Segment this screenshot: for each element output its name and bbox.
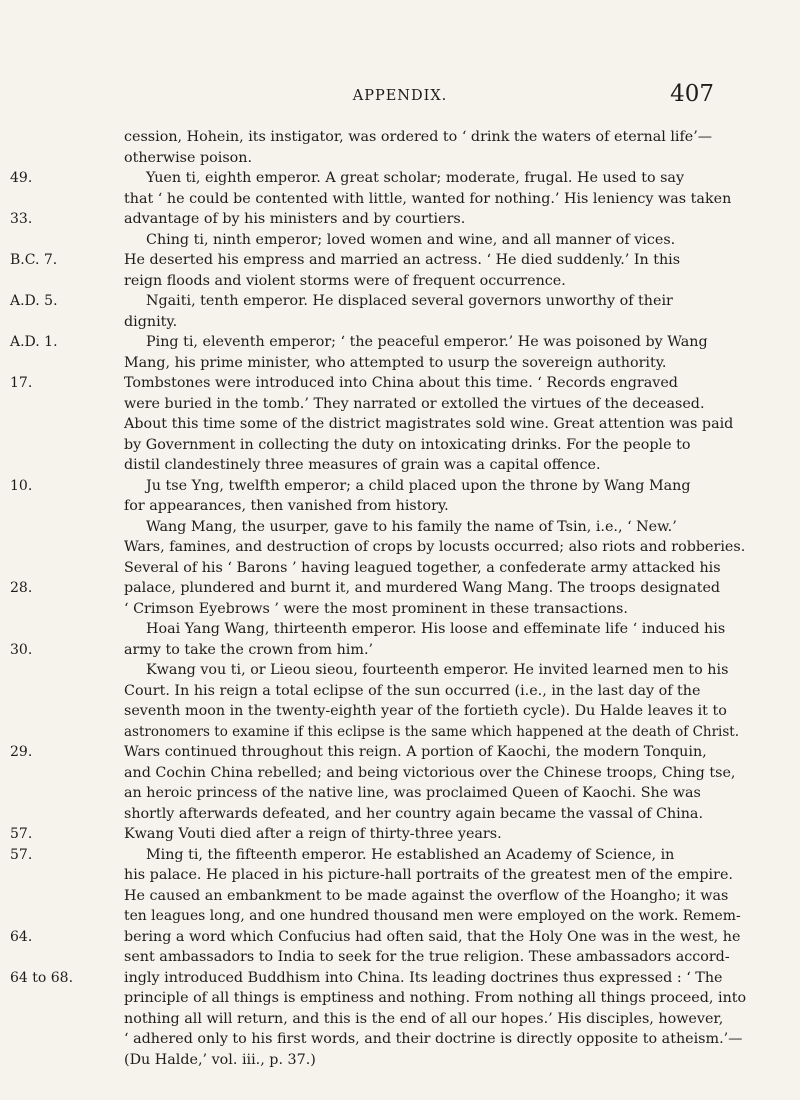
line-text: Kwang Vouti died after a reign of thirty-three years. xyxy=(124,826,502,842)
text-line xyxy=(0,558,800,579)
line-text: sent ambassadors to India to seek for the true religion. These ambassadors accord- xyxy=(124,949,730,965)
text-line xyxy=(0,435,800,456)
line-text: Ngaiti, tenth emperor. He displaced several governors unworthy of their xyxy=(146,293,673,309)
line-text: Hoai Yang Wang, thirteenth emperor. His loose and effeminate life ‘ induced his xyxy=(146,621,726,637)
line-text: Ju tse Yng, twelfth emperor; a child placed upon the throne by Wang Mang xyxy=(146,477,691,494)
line-text: Several of his ‘ Barons ’ having leagued together, a confederate army attacked his xyxy=(124,559,721,576)
text-line xyxy=(0,394,800,415)
line-text: Ching ti, ninth emperor; loved women and wine, and all manner of vices. xyxy=(146,231,676,248)
text-line xyxy=(0,476,800,497)
text-line xyxy=(0,701,800,722)
text-line xyxy=(0,373,800,394)
line-text: He caused an embankment to be made against the overflow of the Hoangho; it was xyxy=(124,887,729,904)
line-text: ‘ adhered only to his first words, and their doctrine is directly opposite to atheism.’— xyxy=(124,1031,743,1047)
line-text: seventh moon in the twenty-eighth year of the fortieth cycle). Du Halde leaves it to xyxy=(124,703,727,719)
line-text: astronomers to examine if this eclipse is the same which happened at the death of Christ. xyxy=(124,723,740,740)
line-text: advantage of by his ministers and by courtiers. xyxy=(124,211,466,227)
line-text: cession, Hohein, its instigator, was ordered to ‘ drink the waters of eternal life’— xyxy=(124,129,713,145)
text-line xyxy=(0,599,800,620)
text-line xyxy=(0,1009,800,1030)
text-line xyxy=(0,312,800,333)
text-line xyxy=(0,619,800,640)
text-line xyxy=(0,209,800,230)
line-text: About this time some of the district magistrates sold wine. Great attention was paid xyxy=(124,416,734,432)
line-text: shortly afterwards defeated, and her country again became the vassal of China. xyxy=(124,805,703,822)
text-line xyxy=(0,968,800,989)
line-text: were buried in the tomb.’ They narrated or extolled the virtues of the deceased. xyxy=(124,395,705,412)
margin-date: A.D. 5. xyxy=(10,293,58,309)
text-line xyxy=(0,414,800,435)
text-line xyxy=(0,1029,800,1050)
text-line xyxy=(0,250,800,271)
text-line xyxy=(0,496,800,517)
text-line xyxy=(0,742,800,763)
text-line xyxy=(0,886,800,907)
line-text: and Cochin China rebelled; and being victorious over the Chinese troops, Ching tse, xyxy=(124,764,736,781)
text-line xyxy=(0,353,800,374)
text-line xyxy=(0,988,800,1009)
margin-date: B.C. 7. xyxy=(10,252,58,268)
text-line xyxy=(0,291,800,312)
text-line xyxy=(0,722,800,743)
text-line xyxy=(0,537,800,558)
text-line xyxy=(0,927,800,948)
line-text: Ming ti, the fifteenth emperor. He established an Academy of Science, in xyxy=(146,846,675,863)
line-text: He deserted his empress and married an actress. ‘ He died suddenly.’ In this xyxy=(124,252,681,268)
line-text: Wars continued throughout this reign. A portion of Kaochi, the modern Tonquin, xyxy=(124,744,707,760)
line-text: ten leagues long, and one hundred thousand men were employed on the work. Remem- xyxy=(124,908,741,924)
text-line xyxy=(0,230,800,251)
running-head xyxy=(0,81,800,110)
margin-date: 10. xyxy=(10,477,33,494)
text-line xyxy=(0,148,800,169)
text-line xyxy=(0,189,800,210)
text-line xyxy=(0,168,800,189)
line-text: Ping ti, eleventh emperor; ‘ the peaceful emperor.’ He was poisoned by Wang xyxy=(146,334,708,350)
line-text: palace, plundered and burnt it, and murdered Wang Mang. The troops designated xyxy=(124,580,721,596)
line-text: army to take the crown from him.’ xyxy=(124,641,374,658)
line-text: an heroic princess of the native line, was proclaimed Queen of Kaochi. She was xyxy=(124,785,701,801)
text-line xyxy=(0,845,800,866)
line-text: Kwang vou ti, or Lieou sieou, fourteenth emperor. He invited learned men to his xyxy=(146,662,729,678)
text-line xyxy=(0,947,800,968)
line-text: distil clandestinely three measures of grain was a capital offence. xyxy=(124,457,601,473)
text-line xyxy=(0,640,800,661)
text-line xyxy=(0,517,800,538)
line-text: (Du Halde,’ vol. iii., p. 37.) xyxy=(124,1051,316,1068)
line-text: for appearances, then vanished from history. xyxy=(124,498,449,514)
text-line xyxy=(0,1050,800,1071)
line-text: bering a word which Confucius had often said, that the Holy One was in the west, he xyxy=(124,928,741,945)
line-text: Wars, famines, and destruction of crops by locusts occurred; also riots and robberies. xyxy=(124,539,746,555)
text-line xyxy=(0,783,800,804)
line-text: ingly introduced Buddhism into China. Its leading doctrines thus expressed : ‘ The xyxy=(124,969,723,986)
line-text: principle of all things is emptiness and nothing. From nothing all things proceed, into xyxy=(124,990,747,1006)
text-line xyxy=(0,824,800,845)
text-line xyxy=(0,906,800,927)
margin-date: 57. xyxy=(10,826,33,842)
text-line xyxy=(0,578,800,599)
margin-date: 33. xyxy=(10,211,33,227)
margin-date: 64. xyxy=(10,928,33,945)
margin-date: 28. xyxy=(10,580,33,596)
margin-date: 57. xyxy=(10,846,33,863)
line-text: Court. In his reign a total eclipse of the sun occurred (i.e., in the last day of the xyxy=(124,682,701,699)
line-text: by Government in collecting the duty on intoxicating drinks. For the people to xyxy=(124,436,691,453)
text-line xyxy=(0,660,800,681)
margin-date: 49. xyxy=(10,170,33,186)
page-number: 407 xyxy=(670,81,714,107)
margin-date: 30. xyxy=(10,641,33,658)
text-line xyxy=(0,865,800,886)
margin-date: 29. xyxy=(10,744,33,760)
line-text: Mang, his prime minister, who attempted to usurp the sovereign authority. xyxy=(124,354,667,371)
line-text: Wang Mang, the usurper, gave to his family the name of Tsin, i.e., ‘ New.’ xyxy=(146,518,677,535)
line-text: that ‘ he could be contented with little, wanted for nothing.’ His leniency was taken xyxy=(124,190,732,207)
text-line xyxy=(0,763,800,784)
text-line xyxy=(0,804,800,825)
page-title: APPENDIX. xyxy=(352,88,448,104)
margin-date: A.D. 1. xyxy=(10,334,58,350)
line-text: dignity. xyxy=(124,313,178,330)
page-body xyxy=(0,127,800,1070)
text-line xyxy=(0,127,800,148)
line-text: otherwise poison. xyxy=(124,149,253,166)
line-text: his palace. He placed in his picture-hall portraits of the greatest men of the empire. xyxy=(124,867,733,883)
text-line xyxy=(0,332,800,353)
text-line xyxy=(0,681,800,702)
line-text: nothing all will return, and this is the end of all our hopes.’ His disciples, however, xyxy=(124,1010,724,1027)
line-text: Yuen ti, eighth emperor. A great scholar; moderate, frugal. He used to say xyxy=(146,170,685,186)
text-line xyxy=(0,271,800,292)
text-line xyxy=(0,455,800,476)
margin-date: 64 to 68. xyxy=(10,969,74,986)
margin-date: 17. xyxy=(10,375,33,391)
line-text: ‘ Crimson Eyebrows ’ were the most prominent in these transactions. xyxy=(124,600,628,617)
line-text: Tombstones were introduced into China about this time. ‘ Records engraved xyxy=(124,375,678,391)
line-text: reign floods and violent storms were of frequent occurrence. xyxy=(124,272,566,289)
